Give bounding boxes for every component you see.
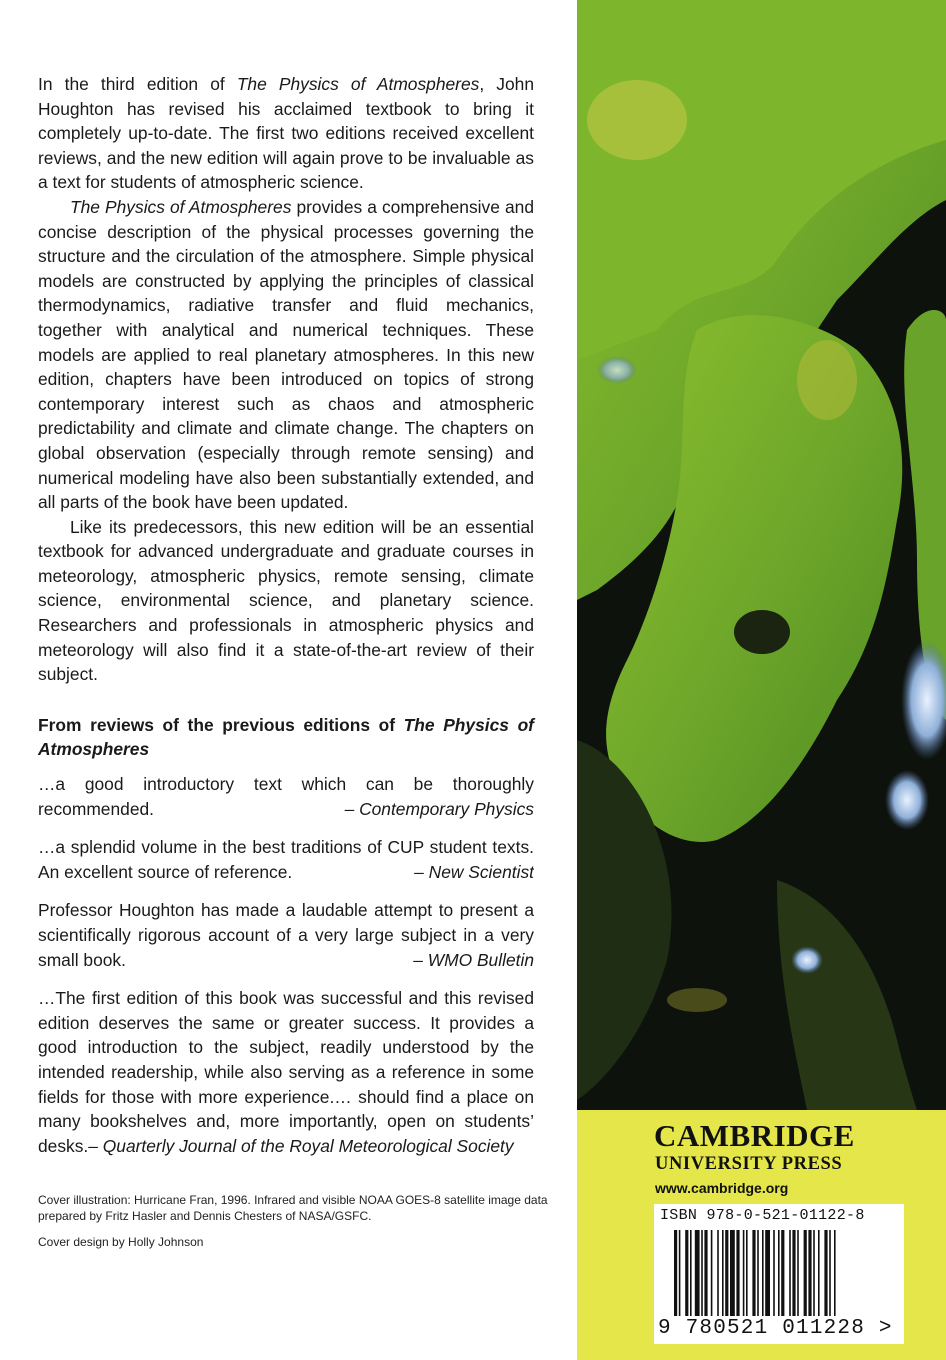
review-source: – Contemporary Physics bbox=[344, 798, 534, 819]
barcode-bar bbox=[746, 1230, 748, 1316]
back-cover-text bbox=[38, 72, 534, 1172]
blurb-paragraph-3: Like its predecessors, this new edition will be an essential textbook for advanced undergraduate and graduate courses in meteorology, atmospheric physics, remote sensing, climate science, environmental science, and planetary science. Researchers and professionals in atmospheric physics and meteorology will also find it a state-of-the-art review of their subject. bbox=[38, 516, 534, 685]
review-2: …a splendid volume in the best traditions of CUP student texts. An excellent source of reference. – New Scientist bbox=[38, 835, 534, 884]
publisher-name: CAMBRIDGE bbox=[654, 1118, 855, 1153]
barcode-bar bbox=[730, 1230, 735, 1316]
barcode-bar bbox=[722, 1230, 724, 1316]
barcode-bar bbox=[704, 1230, 707, 1316]
barcode bbox=[654, 1204, 904, 1344]
barcode-bar bbox=[674, 1230, 677, 1316]
barcode-bar bbox=[813, 1230, 815, 1316]
book-title: The Physics of Atmospheres bbox=[70, 196, 292, 217]
publisher-press: UNIVERSITY PRESS bbox=[655, 1154, 843, 1174]
review-source: – WMO Bulletin bbox=[413, 949, 534, 970]
barcode-bar bbox=[781, 1230, 784, 1316]
barcode-bar bbox=[736, 1230, 739, 1316]
barcode-bar bbox=[789, 1230, 791, 1316]
blurb-paragraph-1: In the third edition of The Physics of Atmospheres, John Houghton has revised his acclaimed textbook to bring it completely up-to-date. The first two editions received excellent reviews, and the new edition will again prove to be invaluable as a text for students of atmospheric science. bbox=[38, 74, 534, 193]
barcode-bar bbox=[824, 1230, 827, 1316]
reviews-heading: From reviews of the previous editions of The Physics of Atmospheres bbox=[38, 714, 534, 760]
barcode-bar bbox=[834, 1230, 836, 1316]
isbn-label: ISBN 978-0-521-01122-8 bbox=[660, 1207, 865, 1224]
barcode-bar bbox=[829, 1230, 831, 1316]
review-1: …a good introductory text which can be thoroughly recommended. – Contemporary Physics bbox=[38, 772, 534, 821]
barcode-bar bbox=[690, 1230, 692, 1316]
satellite-image bbox=[577, 0, 946, 1110]
barcode-bar bbox=[804, 1230, 807, 1316]
barcode-bar bbox=[818, 1230, 820, 1316]
publisher-url[interactable]: www.cambridge.org bbox=[655, 1180, 789, 1196]
barcode-bar bbox=[711, 1230, 713, 1316]
barcode-bar bbox=[757, 1230, 759, 1316]
design-credit: Cover design by Holly Johnson bbox=[38, 1235, 204, 1249]
barcode-bar bbox=[701, 1230, 703, 1316]
blurb-paragraph-2: The Physics of Atmospheres provides a comprehensive and concise description of the physical processes governing the structure and the circulation of the atmosphere. Simple physical models are constructed by applying the principles of classical thermodynamics, radiative transfer and fluid mechanics, together with analytical and numerical techniques. These models are applied to real planetary atmospheres. In this new edition, chapters have been introduced on topics of strong contemporary interest such as chaos and atmospheric predictability and climate and climate change. The chapters on global observation (especially through remote sensing) and numerical modeling have also been substantially extended, and all parts of the book have been updated. bbox=[38, 196, 534, 513]
barcode-bar bbox=[717, 1230, 719, 1316]
barcode-digits: 9 780521 011228 > bbox=[658, 1317, 893, 1340]
publisher-panel bbox=[577, 1110, 946, 1360]
review-source: – New Scientist bbox=[414, 861, 534, 882]
review-3: Professor Houghton has made a laudable attempt to present a scientifically rigorous account of a very large subject in a very small book. – WMO Bulletin bbox=[38, 898, 534, 972]
barcode-bar bbox=[679, 1230, 681, 1316]
barcode-bar bbox=[797, 1230, 799, 1316]
cover-credits bbox=[38, 1192, 558, 1260]
barcode-bar bbox=[808, 1230, 811, 1316]
barcode-bar bbox=[725, 1230, 728, 1316]
barcode-bar bbox=[752, 1230, 755, 1316]
barcode-bar bbox=[773, 1230, 775, 1316]
review-4: …The first edition of this book was successful and this revised edition deserves the same or greater success. It provides a good introduction to the subject, readily understood by the intended readership, while also serving as a reference in some fields for those with more experience.… should find a place on many bookshelves and, more importantly, open on students’ desks.– Quarterly Journal of the Royal Meteorological Society bbox=[38, 988, 534, 1156]
barcode-bar bbox=[778, 1230, 780, 1316]
barcode-bar bbox=[685, 1230, 688, 1316]
barcode-bar bbox=[765, 1230, 770, 1316]
florida-satellite-illustration bbox=[577, 0, 946, 1110]
review-source: – Quarterly Journal of the Royal Meteorological Society bbox=[88, 1135, 514, 1156]
book-title: The Physics of Atmospheres bbox=[236, 74, 480, 94]
barcode-bar bbox=[695, 1230, 700, 1316]
barcode-bar bbox=[792, 1230, 795, 1316]
barcode-bar bbox=[743, 1230, 745, 1316]
barcode-bar bbox=[762, 1230, 764, 1316]
illustration-credit: Cover illustration: Hurricane Fran, 1996. Infrared and visible NOAA GOES-8 satellite image data prepared by Fritz Hasler and Dennis Chesters of NASA/GSFC. bbox=[38, 1193, 548, 1223]
